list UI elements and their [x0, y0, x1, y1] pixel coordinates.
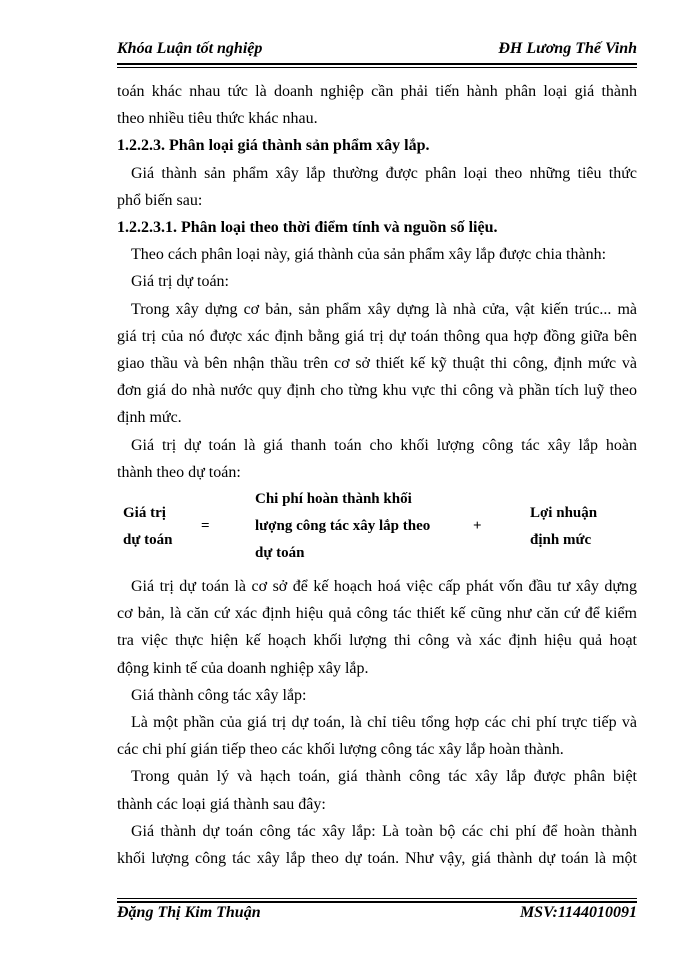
paragraph-line: Là một phần của giá trị dự toán, là chỉ tiêu tổng hợp các chi phí trực tiếp và: [131, 714, 637, 732]
subsection-heading: 1.2.2.3.1. Phân loại theo thời điểm tính và nguồn số liệu.: [117, 219, 498, 237]
paragraph-line: Theo cách phân loại này, giá thành của sản phẩm xây lắp được chia thành:: [131, 246, 607, 264]
paragraph-line: đơn giá do nhà nước quy định cho từng khu vực thi công và phần tích luỹ theo: [117, 382, 637, 400]
section-heading: 1.2.2.3. Phân loại giá thành sản phẩm xây lắp.: [117, 137, 430, 155]
formula-text: định mức: [530, 532, 592, 549]
formula-right-term: [530, 500, 597, 554]
paragraph-line: Giá trị dự toán là cơ sở để kế hoạch hoá việc cấp phát vốn đầu tư xây dựng: [131, 578, 637, 596]
formula-text: dự toán: [255, 545, 305, 562]
paragraph-line: theo nhiều tiêu thức khác nhau.: [117, 110, 318, 128]
paragraph-line: giao thầu và bên nhận thầu trên cơ sở thiết kế kỹ thuật thi công, định mức và: [117, 355, 637, 373]
paragraph-line: Trong xây dựng cơ bản, sản phẩm xây dựng là nhà cửa, vật kiến trúc... mà: [131, 300, 637, 318]
paragraph-line: khối lượng công tác xây lắp theo dự toán. Như vậy, giá thành dự toán là một: [117, 850, 637, 868]
paragraph-line: tra việc thực hiện kế hoạch khối lượng thi công và xác định hiệu quả hoạt: [117, 632, 637, 650]
formula-text: dự toán: [123, 532, 173, 549]
formula-text: lượng công tác xây lắp theo: [255, 518, 431, 535]
paragraph-line: Giá trị dự toán là giá thanh toán cho khối lượng công tác xây lắp hoàn: [131, 436, 637, 454]
header-rule-thin: [117, 67, 637, 68]
paragraph-line: toán khác nhau tức là doanh nghiệp cần phải tiến hành phân loại giá thành: [117, 83, 637, 100]
paragraph-line: cơ bản, là căn cứ xác định hiệu quả công tác thiết kế cũng như căn cứ để kiểm: [117, 605, 637, 623]
formula-middle-term: [255, 486, 465, 567]
footer-student-id: MSV:1144010091: [519, 904, 637, 921]
header-university: ĐH Lương Thế Vinh: [498, 40, 637, 57]
header-thesis-title: Khóa Luận tốt nghiệp: [117, 40, 263, 57]
footer-author: Đặng Thị Kim Thuận: [117, 904, 261, 921]
formula-text: Lợi nhuận: [530, 505, 598, 522]
paragraph-line: Giá thành dự toán công tác xây lắp: Là toàn bộ các chi phí để hoàn thành: [131, 822, 637, 840]
formula-plus: +: [473, 518, 482, 535]
paragraph-line: giá trị của nó được xác định bằng giá trị dự toán thông qua hợp đồng giữa bên: [117, 327, 637, 345]
paragraph-line: Giá thành công tác xây lắp:: [131, 686, 307, 704]
paragraph-line: động kinh tế của doanh nghiệp xây lắp.: [117, 659, 369, 677]
paragraph-line: định mức.: [117, 409, 182, 427]
paragraph-line: phổ biến sau:: [117, 191, 203, 209]
paragraph-line: Giá thành sản phẩm xây lắp thường được phân loại theo những tiêu thức: [131, 164, 637, 182]
paragraph-line: Trong quản lý và hạch toán, giá thành công tác xây lắp được phân biệt: [131, 768, 637, 786]
cost-formula: [117, 486, 637, 573]
formula-text: Chi phí hoàn thành khối: [255, 491, 412, 508]
footer-rule: [117, 901, 637, 903]
formula-left-term: [123, 500, 172, 554]
page-footer: [117, 904, 637, 926]
header-rule: [117, 63, 637, 65]
paragraph-line: các chi phí gián tiếp theo các khối lượng công tác xây lắp hoàn thành.: [117, 741, 564, 759]
footer-rule-thin: [117, 898, 637, 899]
paragraph-line: Giá trị dự toán:: [131, 273, 229, 291]
formula-equals: =: [201, 518, 210, 535]
paragraph-line: thành các loại giá thành sau đây:: [117, 795, 326, 813]
document-body: [117, 78, 637, 872]
page-header: [117, 40, 637, 62]
formula-text: Giá trị: [123, 505, 166, 522]
paragraph-line: thành theo dự toán:: [117, 463, 241, 481]
